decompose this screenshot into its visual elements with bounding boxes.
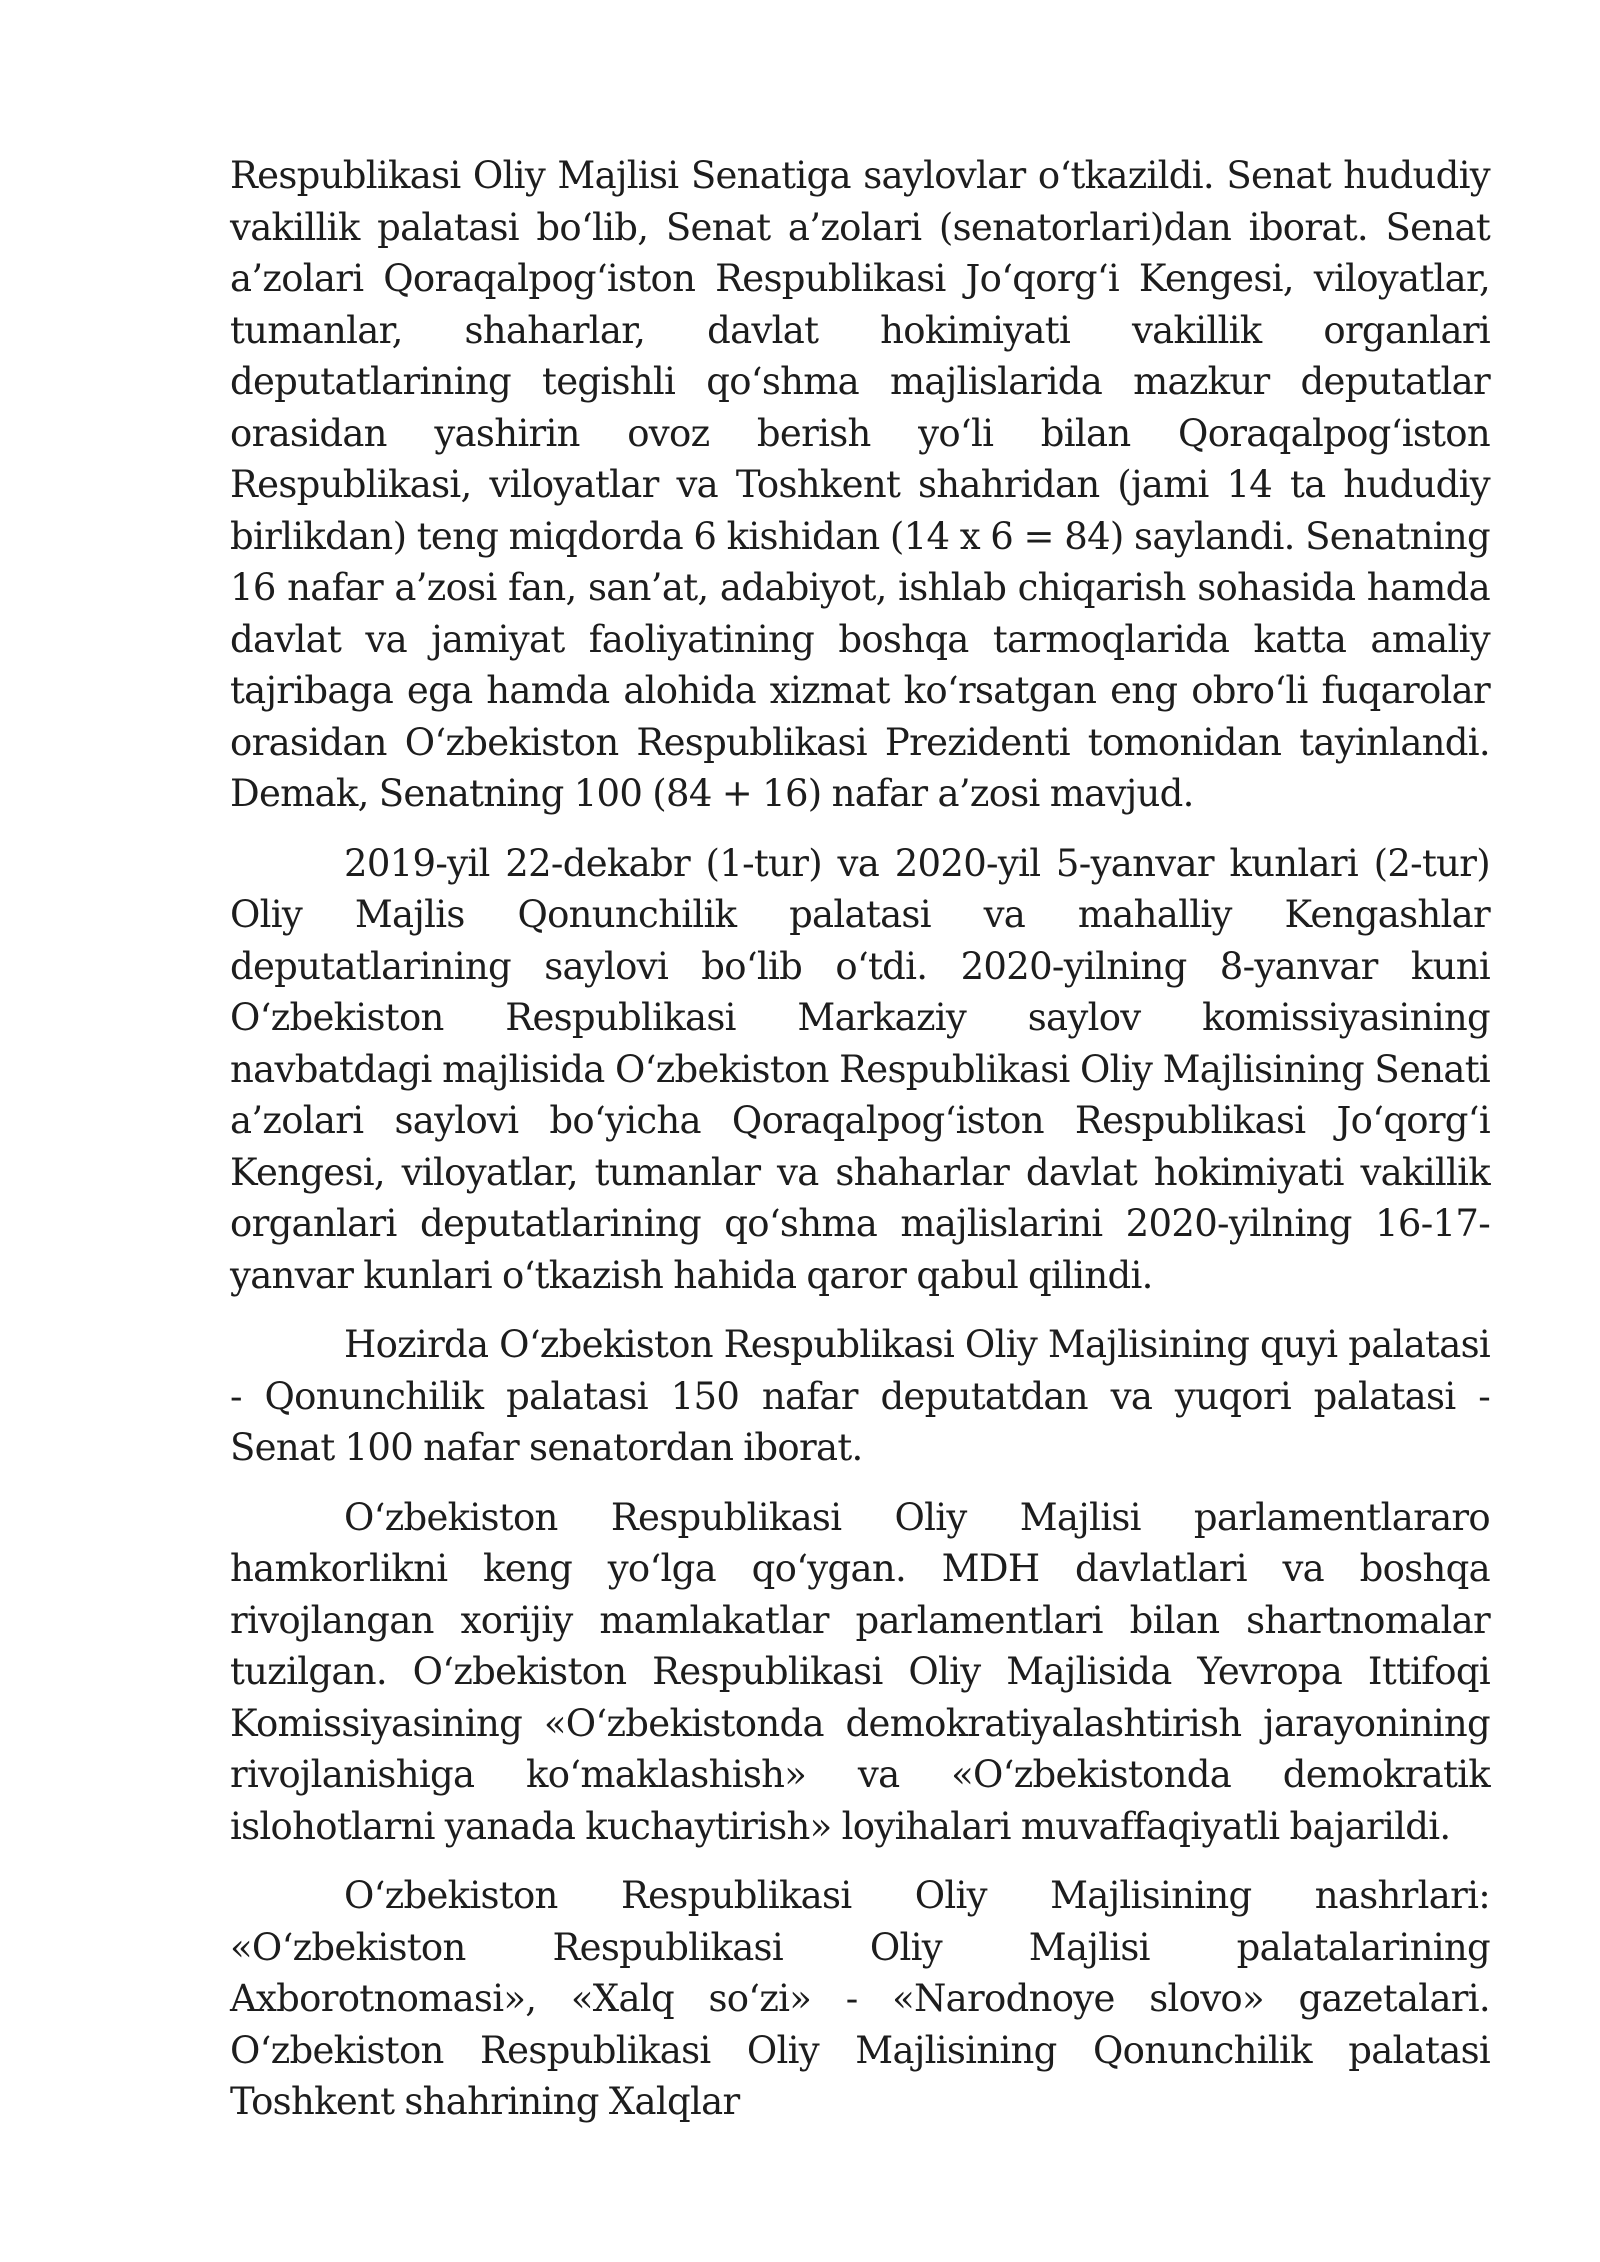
- paragraph-interparliamentary-cooperation: O‘zbekiston Respublikasi Oliy Majlisi parlamentlararo hamkorlikni keng yo‘lga qo‘ygan. MDH davlatlari va boshqa rivojlangan xorijiy mamlakatlar parlamentlari bilan shartnomalar tuzilgan. O‘zbekiston Respublikasi Oliy Majlisida Yevropa Ittifoqi Komissiyasining «O‘zbekistonda demokratiyalashtirish jarayonining rivojlanishiga ko‘maklashish» va «O‘zbekistonda demokratik islohotlarni yanada kuchaytirish» loyihalari muvaffaqiyatli bajarildi.: [230, 1495, 1490, 1848]
- document-page: [230, 150, 1490, 2128]
- paragraph-senate-composition: Respublikasi Oliy Majlisi Senatiga saylovlar o‘tkazildi. Senat hududiy vakillik palatasi bo‘lib, Senat a’zolari (senatorlari)dan iborat. Senat a’zolari Qoraqalpog‘iston Respublikasi Jo‘qorg‘i Kengesi, viloyatlar, tumanlar, shaharlar, davlat hokimiyati vakillik organlari deputatlarining tegishli qo‘shma majlislarida mazkur deputatlar orasidan yashirin ovoz berish yo‘li bilan Qoraqalpog‘iston Respublikasi, viloyatlar va Toshkent shahridan (jami 14 ta hududiy birlikdan) teng miqdorda 6 kishidan (14 x 6 = 84) saylandi. Senatning 16 nafar a’zosi fan, san’at, adabiyot, ishlab chiqarish sohasida hamda davlat va jamiyat faoliyatining boshqa tarmoqlarida katta amaliy tajribaga ega hamda alohida xizmat ko‘rsatgan eng obro‘li fuqarolar orasidan O‘zbekiston Respublikasi Prezidenti tomonidan tayinlandi. Demak, Senatning 100 (84 + 16) nafar a’zosi mavjud.: [230, 154, 1490, 815]
- paragraph-parliament-chambers: Hozirda O‘zbekiston Respublikasi Oliy Majlisining quyi palatasi - Qonunchilik palatasi 150 nafar deputatdan va yuqori palatasi - Senat 100 nafar senatordan iborat.: [230, 1323, 1490, 1469]
- paragraph-publications: O‘zbekiston Respublikasi Oliy Majlisining nashrlari: «O‘zbekiston Respublikasi Oliy Majlisi palatalarining Axborotnomasi», «Xalq so‘zi» - «Narodnoye slovo» gazetalari. O‘zbekiston Respublikasi Oliy Majlisining Qonunchilik palatasi Toshkent shahrining Xalqlar: [230, 1874, 1490, 2123]
- paragraph-elections-2019-2020: 2019-yil 22-dekabr (1-tur) va 2020-yil 5-yanvar kunlari (2-tur) Oliy Majlis Qonunchilik palatasi va mahalliy Kengashlar deputatlarining saylovi bo‘lib o‘tdi. 2020-yilning 8-yanvar kuni O‘zbekiston Respublikasi Markaziy saylov komissiyasining navbatdagi majlisida O‘zbekiston Respublikasi Oliy Majlisining Senati a’zolari saylovi bo‘yicha Qoraqalpog‘iston Respublikasi Jo‘qorg‘i Kengesi, viloyatlar, tumanlar va shaharlar davlat hokimiyati vakillik organlari deputatlarining qo‘shma majlislarini 2020-yilning 16-17-yanvar kunlari o‘tkazish hahida qaror qabul qilindi.: [230, 841, 1490, 1297]
